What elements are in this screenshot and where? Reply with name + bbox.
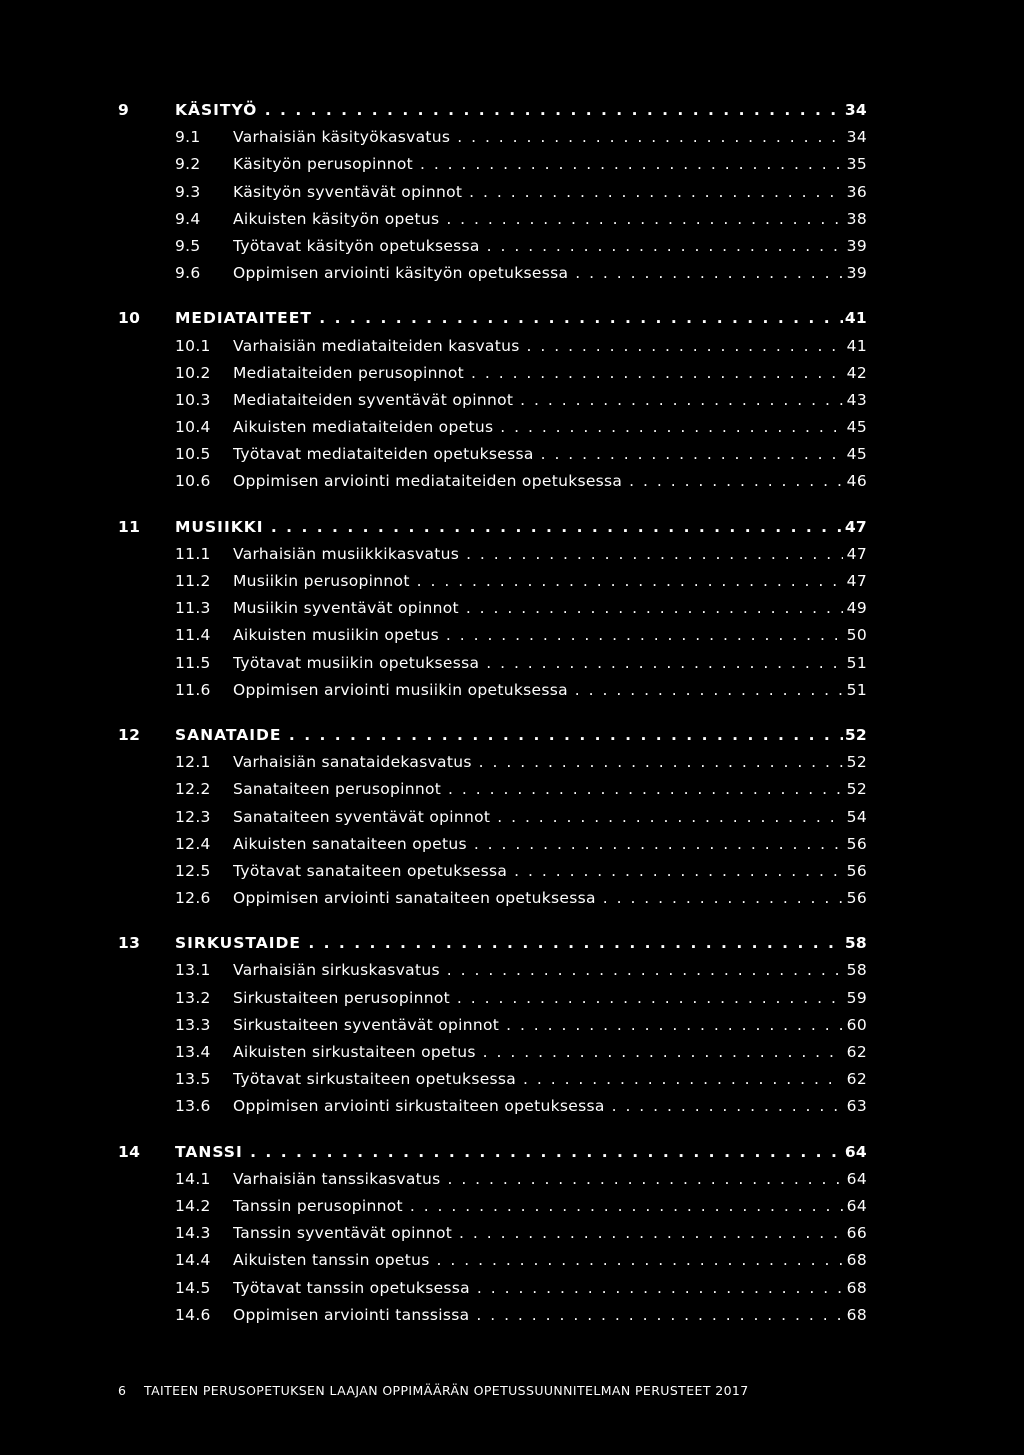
toc-section [0, 722, 1024, 912]
toc-number: 12 [118, 725, 141, 744]
toc-number: 9.5 [175, 236, 201, 255]
toc-title: MUSIIKKI [175, 517, 264, 536]
toc-title-leader [233, 1039, 843, 1066]
toc-title-leader [233, 650, 843, 677]
toc-entry[interactable] [0, 749, 1024, 776]
toc-page-number: 58 [846, 961, 867, 980]
toc-section-heading[interactable] [0, 930, 1024, 957]
toc-entry[interactable] [0, 233, 1024, 260]
toc-number: 13.4 [175, 1043, 211, 1061]
toc-number: 10.3 [175, 390, 211, 409]
toc-page-number: 34 [846, 128, 867, 147]
toc-title: Työtavat musiikin opetuksessa [233, 653, 480, 672]
toc-title-leader [233, 414, 843, 441]
toc-number: 11.2 [175, 572, 211, 590]
toc-number: 10.1 [175, 336, 211, 355]
toc-section [0, 97, 1024, 287]
toc-page-number: 51 [846, 653, 867, 672]
toc-page-number: 42 [846, 363, 867, 382]
toc-title: Työtavat sirkustaiteen opetuksessa [233, 1070, 517, 1089]
toc-title-leader [175, 97, 843, 124]
toc-number: 11.4 [175, 626, 211, 645]
toc-number: 13.5 [175, 1070, 211, 1089]
toc-title-leader [233, 360, 843, 387]
toc-page-number: 39 [846, 264, 867, 283]
toc-title: Sirkustaiteen perusopinnot [233, 988, 450, 1007]
toc-title-leader [233, 776, 843, 803]
toc-entry[interactable] [0, 441, 1024, 468]
toc-title-leader [233, 541, 843, 568]
toc-section [0, 305, 1024, 495]
toc-title: Mediataiteiden perusopinnot [233, 363, 465, 382]
toc-number: 10.5 [175, 445, 211, 464]
toc-section-heading[interactable] [0, 1139, 1024, 1166]
toc-section-heading[interactable] [0, 722, 1024, 749]
toc-number: 11 [118, 517, 141, 536]
toc-title: SIRKUSTAIDE [175, 934, 301, 953]
toc-entry[interactable] [0, 1166, 1024, 1193]
toc-entry[interactable] [0, 1220, 1024, 1247]
toc-title-leader [233, 1193, 843, 1220]
toc-page-number: 64 [846, 1169, 867, 1188]
toc-title-leader [233, 468, 843, 495]
toc-number: 11.5 [175, 653, 211, 672]
footer-page-number: 6 [118, 1383, 127, 1398]
toc-title: Varhaisiän käsityökasvatus [233, 128, 451, 147]
toc-page-number: 52 [846, 780, 867, 799]
toc-number: 9.1 [175, 128, 201, 147]
toc-number: 12.6 [175, 889, 211, 908]
toc-title-leader [233, 1220, 843, 1247]
toc-title-leader [233, 595, 843, 622]
toc-title-leader [233, 957, 843, 984]
toc-title: Oppimisen arviointi mediataiteiden opetuksessa [233, 472, 623, 491]
toc-title: Oppimisen arviointi käsityön opetuksessa [233, 264, 569, 283]
toc-title-leader [233, 1012, 843, 1039]
toc-title: Käsityön syventävät opinnot [233, 182, 463, 201]
toc-page-number: 43 [846, 390, 867, 409]
toc-page-number: 58 [844, 934, 867, 953]
toc-page-number: 56 [846, 889, 867, 908]
toc-title-leader [233, 568, 843, 595]
toc-title-leader [233, 749, 843, 776]
toc-title-leader [233, 441, 843, 468]
toc-number: 9.2 [175, 155, 201, 174]
toc-page-number: 63 [846, 1097, 867, 1116]
toc-page-number: 41 [844, 309, 867, 328]
toc-number: 10.2 [175, 363, 211, 382]
toc-number: 13.6 [175, 1097, 211, 1116]
toc-number: 13.3 [175, 1015, 211, 1034]
toc-number: 9.6 [175, 264, 201, 283]
footer-title: TAITEEN PERUSOPETUKSEN LAAJAN OPPIMÄÄRÄN OPETUSSUUNNITELMAN PERUSTEET 2017 [144, 1383, 749, 1398]
toc-number: 14.6 [175, 1305, 211, 1324]
toc-title: SANATAIDE [175, 725, 282, 744]
toc-number: 11.6 [175, 680, 211, 699]
toc-title-leader [233, 985, 843, 1012]
table-of-contents [0, 97, 1024, 1347]
toc-title: Sanataiteen syventävät opinnot [233, 807, 491, 826]
toc-entry[interactable] [0, 804, 1024, 831]
toc-title: Aikuisten sanataiteen opetus [233, 834, 467, 853]
toc-title-leader [233, 151, 843, 178]
toc-title-leader [233, 831, 843, 858]
toc-title: Aikuisten käsityön opetus [233, 209, 440, 228]
toc-section-heading[interactable] [0, 305, 1024, 332]
toc-title: Oppimisen arviointi sirkustaiteen opetuksessa [233, 1097, 605, 1116]
toc-title-leader [233, 677, 843, 704]
toc-title-leader [175, 305, 843, 332]
toc-entry[interactable] [0, 206, 1024, 233]
toc-entry[interactable] [0, 985, 1024, 1012]
toc-number: 9.3 [175, 182, 201, 201]
toc-page-number: 60 [846, 1015, 867, 1034]
toc-entry[interactable] [0, 1066, 1024, 1093]
toc-title: Varhaisiän mediataiteiden kasvatus [233, 336, 520, 355]
toc-number: 13.2 [175, 988, 211, 1007]
toc-section-heading[interactable] [0, 514, 1024, 541]
toc-entry[interactable] [0, 387, 1024, 414]
toc-page-number: 66 [846, 1224, 867, 1243]
toc-section [0, 514, 1024, 704]
toc-section [0, 1139, 1024, 1329]
toc-entry[interactable] [0, 360, 1024, 387]
toc-entry[interactable] [0, 622, 1024, 649]
toc-page-number: 46 [846, 472, 867, 491]
toc-title-leader [175, 722, 843, 749]
toc-title: Tanssin syventävät opinnot [233, 1224, 453, 1243]
toc-title: Oppimisen arviointi sanataiteen opetuksessa [233, 889, 596, 908]
toc-number: 13 [118, 934, 141, 953]
toc-number: 13.1 [175, 961, 211, 980]
toc-title: Aikuisten musiikin opetus [233, 626, 439, 645]
toc-number: 9.4 [175, 209, 201, 228]
toc-title-leader [233, 260, 843, 287]
toc-title-leader [233, 179, 843, 206]
toc-entry[interactable] [0, 831, 1024, 858]
toc-entry[interactable] [0, 776, 1024, 803]
toc-number: 11.1 [175, 544, 211, 563]
toc-number: 14.2 [175, 1196, 211, 1215]
toc-entry[interactable] [0, 885, 1024, 912]
toc-title-leader [233, 1066, 843, 1093]
toc-title-leader [233, 1166, 843, 1193]
toc-title-leader [175, 1139, 843, 1166]
toc-page-number: 51 [846, 680, 867, 699]
toc-entry[interactable] [0, 1302, 1024, 1329]
toc-entry[interactable] [0, 858, 1024, 885]
toc-page-number: 54 [846, 807, 867, 826]
toc-number: 14.1 [175, 1169, 211, 1188]
toc-section [0, 930, 1024, 1120]
toc-title: Varhaisiän tanssikasvatus [233, 1169, 441, 1188]
toc-title-leader [233, 858, 843, 885]
toc-number: 14.3 [175, 1224, 211, 1243]
toc-title-leader [233, 387, 843, 414]
toc-title-leader [233, 233, 843, 260]
toc-title: Työtavat sanataiteen opetuksessa [233, 861, 508, 880]
toc-title: Musiikin syventävät opinnot [233, 599, 459, 618]
toc-entry[interactable] [0, 333, 1024, 360]
toc-number: 10 [118, 309, 141, 328]
toc-number: 14 [118, 1142, 141, 1161]
toc-page-number: 47 [846, 544, 867, 563]
toc-entry[interactable] [0, 1012, 1024, 1039]
toc-title: Varhaisiän sirkuskasvatus [233, 961, 440, 980]
toc-page-number: 34 [844, 101, 867, 119]
toc-title-leader [233, 1302, 843, 1329]
toc-page-number: 36 [846, 182, 867, 201]
toc-title: Työtavat käsityön opetuksessa [233, 236, 480, 255]
toc-page-number: 56 [846, 834, 867, 853]
toc-title: Aikuisten sirkustaiteen opetus [233, 1043, 476, 1061]
toc-entry[interactable] [0, 151, 1024, 178]
toc-title: Aikuisten tanssin opetus [233, 1251, 430, 1270]
toc-title: MEDIATAITEET [175, 309, 312, 328]
toc-title: Varhaisiän sanataidekasvatus [233, 753, 472, 772]
toc-page-number: 52 [844, 725, 867, 744]
toc-entry[interactable] [0, 595, 1024, 622]
toc-title: Sirkustaiteen syventävät opinnot [233, 1015, 500, 1034]
toc-number: 14.5 [175, 1278, 211, 1297]
toc-number: 14.4 [175, 1251, 211, 1270]
toc-title-leader [233, 622, 843, 649]
toc-entry[interactable] [0, 568, 1024, 595]
toc-page-number: 45 [846, 418, 867, 437]
toc-title: Musiikin perusopinnot [233, 572, 410, 590]
toc-page-number: 38 [846, 209, 867, 228]
toc-entry[interactable] [0, 541, 1024, 568]
toc-title: Käsityön perusopinnot [233, 155, 414, 174]
toc-page-number: 41 [846, 336, 867, 355]
toc-title: Oppimisen arviointi musiikin opetuksessa [233, 680, 568, 699]
toc-page-number: 62 [846, 1043, 867, 1061]
toc-page-number: 45 [846, 445, 867, 464]
toc-title-leader [233, 1093, 843, 1120]
toc-title: Aikuisten mediataiteiden opetus [233, 418, 494, 437]
toc-number: 10.4 [175, 418, 211, 437]
toc-title-leader [233, 124, 843, 151]
toc-entry[interactable] [0, 414, 1024, 441]
toc-number: 11.3 [175, 599, 211, 618]
toc-title-leader [233, 885, 843, 912]
toc-number: 10.6 [175, 472, 211, 491]
toc-title: Varhaisiän musiikkikasvatus [233, 544, 460, 563]
toc-entry[interactable] [0, 1275, 1024, 1302]
toc-page-number: 64 [844, 1142, 867, 1161]
toc-entry[interactable] [0, 1247, 1024, 1274]
toc-page-number: 49 [846, 599, 867, 618]
toc-section-heading[interactable] [0, 97, 1024, 124]
toc-title: KÄSITYÖ [175, 101, 258, 119]
toc-title-leader [233, 804, 843, 831]
toc-page-number: 39 [846, 236, 867, 255]
toc-page-number: 47 [844, 517, 867, 536]
toc-title: Työtavat tanssin opetuksessa [233, 1278, 470, 1297]
toc-page-number: 50 [846, 626, 867, 645]
toc-number: 12.5 [175, 861, 211, 880]
toc-entry[interactable] [0, 468, 1024, 495]
toc-number: 12.2 [175, 780, 211, 799]
toc-page-number: 68 [846, 1251, 867, 1270]
toc-title: TANSSI [175, 1142, 243, 1161]
toc-entry[interactable] [0, 650, 1024, 677]
toc-entry[interactable] [0, 124, 1024, 151]
toc-title: Tanssin perusopinnot [233, 1196, 403, 1215]
toc-entry[interactable] [0, 260, 1024, 287]
toc-number: 12.3 [175, 807, 211, 826]
toc-title: Työtavat mediataiteiden opetuksessa [233, 445, 534, 464]
toc-entry[interactable] [0, 957, 1024, 984]
toc-title-leader [233, 1275, 843, 1302]
toc-title-leader [175, 514, 843, 541]
toc-entry[interactable] [0, 1193, 1024, 1220]
toc-title: Sanataiteen perusopinnot [233, 780, 442, 799]
toc-page-number: 68 [846, 1305, 867, 1324]
toc-page-number: 56 [846, 861, 867, 880]
toc-page-number: 52 [846, 753, 867, 772]
toc-entry[interactable] [0, 179, 1024, 206]
toc-page-number: 59 [846, 988, 867, 1007]
toc-entry[interactable] [0, 1093, 1024, 1120]
toc-entry[interactable] [0, 677, 1024, 704]
toc-title: Mediataiteiden syventävät opinnot [233, 390, 514, 409]
toc-number: 12.1 [175, 753, 211, 772]
toc-number: 9 [118, 101, 130, 119]
toc-title-leader [175, 930, 843, 957]
toc-title-leader [233, 333, 843, 360]
toc-title-leader [233, 206, 843, 233]
toc-page-number: 35 [846, 155, 867, 174]
toc-number: 12.4 [175, 834, 211, 853]
toc-page-number: 64 [846, 1196, 867, 1215]
toc-page-number: 47 [846, 572, 867, 590]
toc-page-number: 62 [846, 1070, 867, 1089]
toc-entry[interactable] [0, 1039, 1024, 1066]
toc-title: Oppimisen arviointi tanssissa [233, 1305, 470, 1324]
toc-title-leader [233, 1247, 843, 1274]
toc-page-number: 68 [846, 1278, 867, 1297]
